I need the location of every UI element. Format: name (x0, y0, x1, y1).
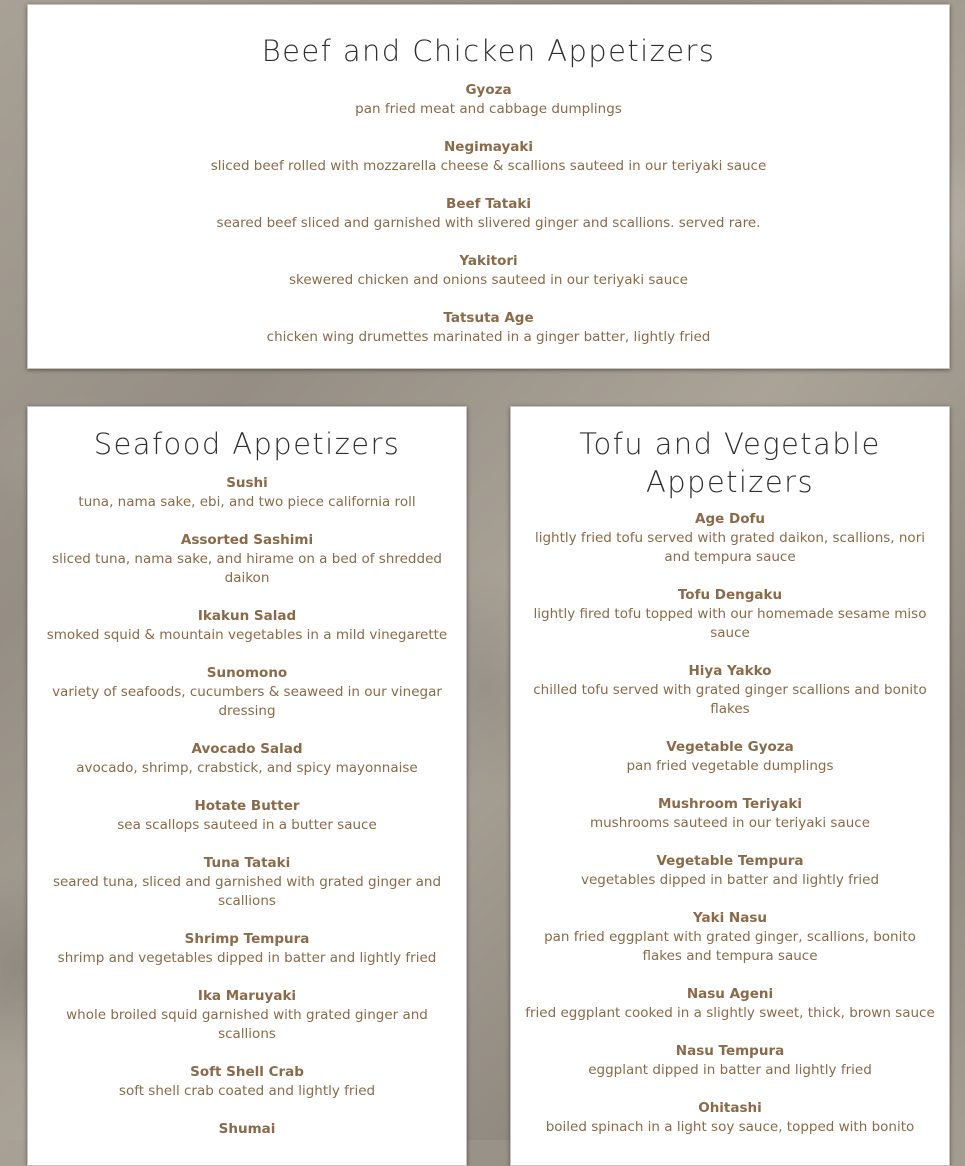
menu-item-description: lightly fried tofu served with grated daikon, scallions, nori and tempura sauce (534, 530, 925, 565)
menu-item-name: Soft Shell Crab (190, 1064, 304, 1080)
menu-item (28, 740, 466, 778)
menu-item-name: Vegetable Gyoza (666, 739, 794, 755)
menu-item (28, 81, 949, 119)
menu-item (511, 662, 949, 719)
menu-item-description: smoked squid & mountain vegetables in a mild vinegarette (46, 627, 448, 643)
menu-item-description: boiled spinach in a light soy sauce, topped with bonito (545, 1119, 915, 1135)
menu-item-description: pan fried meat and cabbage dumplings (355, 101, 622, 117)
menu-item-name: Avocado Salad (191, 741, 303, 757)
menu-item-name: Sushi (226, 475, 268, 491)
menu-item-name: Nasu Ageni (686, 986, 774, 1002)
menu-item (511, 510, 949, 567)
menu-item-name: Beef Tataki (446, 196, 531, 212)
menu-item-description: chilled tofu served with grated ginger scallions and bonito flakes (533, 682, 927, 717)
menu-item-list (28, 474, 466, 1139)
menu-item (28, 531, 466, 588)
menu-item-name: Hiya Yakko (688, 663, 772, 679)
menu-item-name: Vegetable Tempura (656, 853, 804, 869)
section-title: Tofu and Vegetable Appetizers (579, 427, 881, 499)
menu-item-name: Assorted Sashimi (180, 532, 314, 548)
menu-item-name: Shrimp Tempura (184, 931, 310, 947)
menu-item-list (28, 81, 949, 347)
tofu-vegetable-appetizers-panel (510, 406, 950, 1166)
menu-item (28, 930, 466, 968)
menu-item-name: Tuna Tataki (203, 855, 291, 871)
menu-item-name: Age Dofu (695, 511, 765, 527)
menu-item-list (511, 510, 949, 1137)
menu-item-description: pan fried vegetable dumplings (626, 758, 834, 774)
menu-item-name: Hotate Butter (194, 798, 300, 814)
menu-item (511, 909, 949, 966)
menu-item-description: mushrooms sauteed in our teriyaki sauce (589, 815, 871, 831)
menu-item-description: pan fried eggplant with grated ginger, scallions, bonito flakes and tempura sauce (544, 929, 916, 964)
menu-item (28, 1120, 466, 1139)
menu-item-name: Tatsuta Age (443, 310, 534, 326)
menu-item (28, 309, 949, 347)
menu-item-description: variety of seafoods, cucumbers & seaweed in our vinegar dressing (52, 684, 442, 719)
menu-item (511, 852, 949, 890)
menu-item (28, 474, 466, 512)
menu-item (511, 1099, 949, 1137)
menu-item (28, 1063, 466, 1101)
menu-item-description: whole broiled squid garnished with grated ginger and scallions (66, 1007, 428, 1042)
menu-item-name: Gyoza (465, 82, 512, 98)
menu-item-description: eggplant dipped in batter and lightly fried (588, 1062, 872, 1078)
menu-item (511, 985, 949, 1023)
menu-item (28, 797, 466, 835)
menu-item (28, 854, 466, 911)
menu-item-name: Nasu Tempura (675, 1043, 785, 1059)
menu-item-description: sea scallops sauteed in a butter sauce (117, 817, 377, 833)
menu-item-name: Negimayaki (443, 139, 534, 155)
menu-item (28, 252, 949, 290)
menu-item-name: Yaki Nasu (692, 910, 767, 926)
menu-item-name: Tofu Dengaku (677, 587, 783, 603)
menu-item-name: Shumai (218, 1121, 276, 1137)
menu-item (511, 795, 949, 833)
menu-item (511, 1042, 949, 1080)
menu-item-description: avocado, shrimp, crabstick, and spicy mayonnaise (76, 760, 418, 776)
seafood-appetizers-panel (27, 406, 467, 1166)
menu-item-name: Sunomono (206, 665, 288, 681)
menu-item-name: Yakitori (459, 253, 518, 269)
menu-item-description: seared tuna, sliced and garnished with grated ginger and scallions (52, 874, 442, 909)
beef-chicken-appetizers-panel (27, 4, 950, 369)
menu-item-description: skewered chicken and onions sauteed in our teriyaki sauce (289, 272, 688, 288)
menu-item-name: Ikakun Salad (197, 608, 297, 624)
menu-item-description: fried eggplant cooked in a slightly sweet, thick, brown sauce (525, 1005, 935, 1021)
menu-item-description: chicken wing drumettes marinated in a ginger batter, lightly fried (266, 329, 711, 345)
section-title: Beef and Chicken Appetizers (261, 34, 716, 68)
menu-item-description: sliced tuna, nama sake, and hirame on a bed of shredded daikon (52, 551, 442, 586)
menu-item-description: lightly fired tofu topped with our homemade sesame miso sauce (533, 606, 927, 641)
menu-item-name: Ohitashi (698, 1100, 762, 1116)
menu-item (28, 987, 466, 1044)
menu-item (28, 607, 466, 645)
menu-item-description: sliced beef rolled with mozzarella cheese & scallions sauteed in our teriyaki sauce (210, 158, 767, 174)
section-title: Seafood Appetizers (93, 427, 401, 461)
menu-item (511, 586, 949, 643)
menu-item-name: Ika Maruyaki (197, 988, 297, 1004)
menu-item (28, 195, 949, 233)
menu-item-description: soft shell crab coated and lightly fried (118, 1083, 376, 1099)
menu-item-description: shrimp and vegetables dipped in batter and lightly fried (57, 950, 437, 966)
menu-item (28, 138, 949, 176)
menu-item-description: seared beef sliced and garnished with slivered ginger and scallions. served rare. (216, 215, 761, 231)
menu-item (511, 738, 949, 776)
menu-item (28, 664, 466, 721)
menu-item-description: tuna, nama sake, ebi, and two piece california roll (78, 494, 416, 510)
menu-item-name: Mushroom Teriyaki (657, 796, 803, 812)
menu-item-description: vegetables dipped in batter and lightly fried (580, 872, 880, 888)
